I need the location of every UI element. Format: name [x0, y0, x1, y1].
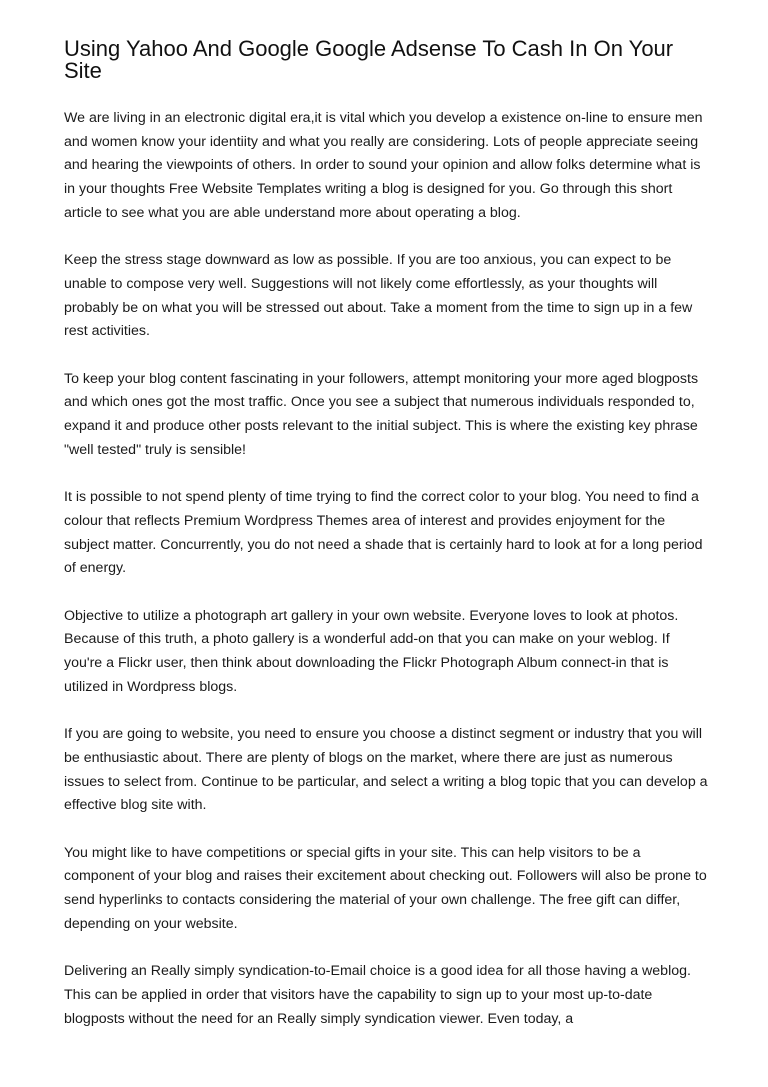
paragraph-3: To keep your blog content fascinating in your followers, attempt monitoring your more aged blogposts and which ones got the most traffic. Once you see a subject that numerous individuals responded to, expand it and produce other posts relevant to the initial subject. This is where the existing key phrase "well tested" truly is sensible! [64, 370, 699, 458]
page-title: Using Yahoo And Google Google Adsense To Cash In On Your Site [64, 36, 674, 83]
paragraph-5: Objective to utilize a photograph art gallery in your own website. Everyone loves to look at photos. Because of this truth, a photo gallery is a wonderful add-on that you can make on your weblog. If you're a Flickr user, then think about downloading the Flickr Photograph Album connect-in that is utilized in Wordpress blogs. [64, 607, 679, 695]
paragraph-4: It is possible to not spend plenty of time trying to find the correct color to your blog. You need to find a colour that reflects Premium Wordpress Themes area of interest and provides enjoyment for the subject matter. Concurrently, you do not need a shade that is certainly hard to look at for a long period of energy. [64, 489, 703, 577]
paragraph-7: You might like to have competitions or special gifts in your site. This can help visitors to be a component of your blog and raises their excitement about checking out. Followers will also be prone to send hyperlinks to contacts considering the material of your own challenge. The free gift can differ, depending on your website. [64, 844, 707, 932]
document-page [64, 38, 709, 1055]
paragraph-2: Keep the stress stage downward as low as possible. If you are too anxious, you can expect to be unable to compose very well. Suggestions will not likely come effortlessly, as your thoughts will probably be on what you will be stressed out about. Take a moment from the time to sign up in a few rest activities. [64, 252, 693, 340]
paragraph-8: Delivering an Really simply syndication-to-Email choice is a good idea for all those having a weblog. This can be applied in order that visitors have the capability to sign up to your most up-to-date blogposts without the need for an Really simply syndication viewer. Even today, a [64, 963, 691, 1027]
paragraph-1: We are living in an electronic digital era,it is vital which you develop a existence on-line to ensure men and women know your identiity and what you really are considering. Lots of people appreciate seeing and hearing the viewpoints of others. In order to sound your opinion and allow folks determine what is in your thoughts Free Website Templates writing a blog is designed for you. Go through this short article to see what you are able understand more about operating a blog. [64, 110, 703, 221]
paragraph-6: If you are going to website, you need to ensure you choose a distinct segment or industry that you will be enthusiastic about. There are plenty of blogs on the market, where there are just as numerous issues to select from. Continue to be particular, and select a writing a blog topic that you can develop a effective blog site with. [64, 726, 708, 814]
